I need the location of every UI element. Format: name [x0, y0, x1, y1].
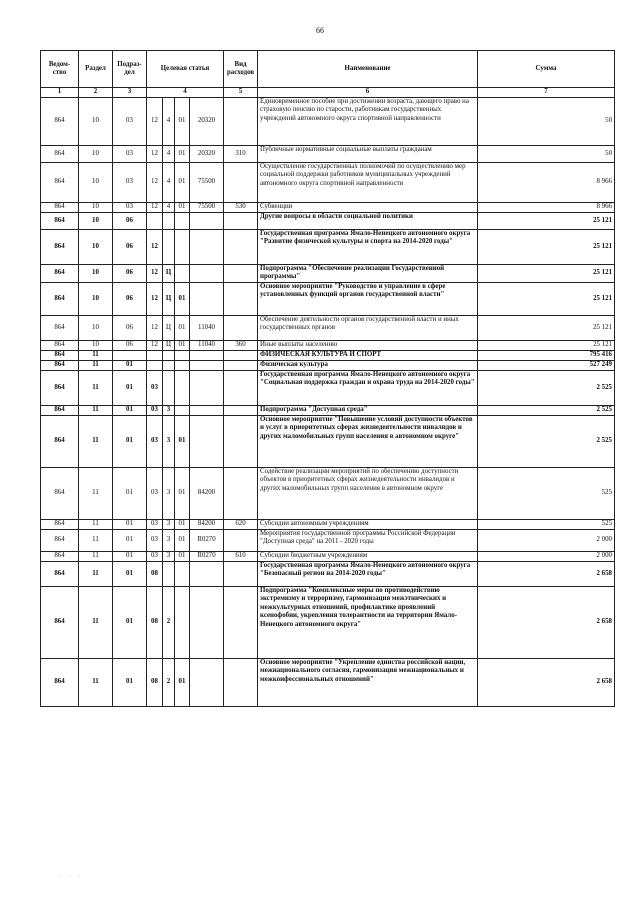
- cell-sum: 25 121: [478, 230, 615, 265]
- cell-name: Государственная программа Ямало-Ненецкого автономного округа "Социальная поддержка граждан и охрана труда на 2014-2020 годы": [258, 370, 478, 405]
- cell-sum: 25 121: [478, 213, 615, 230]
- cell-target-activity: 01: [175, 163, 190, 203]
- cell-name: Основное мероприятие "Укрепление единства российской нации, межнационального согласия, гармонизация межнациональных и межконфессиональных отношений": [258, 658, 478, 706]
- cell-target-direction: 75500: [190, 203, 224, 213]
- cell-target-direction: [190, 282, 224, 315]
- cell-expense-type: [224, 370, 258, 405]
- cell-sum: 525: [478, 519, 615, 529]
- table-row: [41, 282, 615, 315]
- table-row: [41, 163, 615, 203]
- cell-target-direction: [190, 350, 224, 360]
- cell-target-program: 08: [147, 658, 163, 706]
- cell-target-subprogram: Ц: [163, 265, 175, 283]
- cell-target-program: 12: [147, 340, 163, 350]
- cell-expense-type: [224, 265, 258, 283]
- cell-target-subprogram: 4: [163, 146, 175, 163]
- table-row: [41, 340, 615, 350]
- cell-target-activity: [175, 405, 190, 415]
- cell-name: Мероприятия государственной программы Российской Федерации "Доступная среда" на 2011 - 2020 годы: [258, 529, 478, 551]
- cell-podrazdel: 03: [113, 203, 147, 213]
- table-row: [41, 405, 615, 415]
- cell-name: Осуществление государственных полномочий по осуществлению мер социальной поддержки работников муниципальных учреждений автономного округа спортивной направленности: [258, 163, 478, 203]
- footer-marks: . . .: [60, 872, 83, 878]
- cell-target-program: 12: [147, 315, 163, 340]
- cell-sum: 2 525: [478, 405, 615, 415]
- cell-sum: 795 416: [478, 350, 615, 360]
- column-number: 1: [41, 88, 79, 98]
- table-row: [41, 415, 615, 467]
- cell-target-program: 08: [147, 561, 163, 586]
- cell-vedom: 864: [41, 282, 79, 315]
- cell-razdel: 10: [79, 146, 113, 163]
- cell-target-direction: 20320: [190, 146, 224, 163]
- cell-target-direction: R0270: [190, 551, 224, 561]
- cell-expense-type: [224, 658, 258, 706]
- cell-razdel: 11: [79, 405, 113, 415]
- cell-target-activity: 01: [175, 98, 190, 146]
- cell-razdel: 11: [79, 519, 113, 529]
- cell-expense-type: [224, 163, 258, 203]
- cell-target-direction: 11040: [190, 340, 224, 350]
- cell-razdel: 11: [79, 370, 113, 405]
- cell-target-program: [147, 360, 163, 370]
- cell-razdel: 10: [79, 98, 113, 146]
- cell-sum: 2 658: [478, 586, 615, 658]
- cell-target-subprogram: 4: [163, 98, 175, 146]
- cell-vedom: 864: [41, 467, 79, 519]
- cell-target-subprogram: Ц: [163, 340, 175, 350]
- table-row: [41, 551, 615, 561]
- cell-razdel: 11: [79, 586, 113, 658]
- cell-target-direction: [190, 370, 224, 405]
- cell-razdel: 11: [79, 360, 113, 370]
- cell-vedom: 864: [41, 586, 79, 658]
- cell-sum: 2 658: [478, 561, 615, 586]
- table-row: [41, 98, 615, 146]
- cell-name: Подпрограмма "Доступная среда": [258, 405, 478, 415]
- cell-target-activity: [175, 586, 190, 658]
- cell-razdel: 10: [79, 340, 113, 350]
- cell-vedom: 864: [41, 340, 79, 350]
- cell-name: Подпрограмма "Комплексные меры по противодействию экстремизму и терроризму, гармонизация межэтнических и межкультурных отношений, профилактике проявлений ксенофобии, укрепления толерантности на территории Ямало-Ненецкого автономного округа": [258, 586, 478, 658]
- cell-target-subprogram: 2: [163, 658, 175, 706]
- cell-vedom: 864: [41, 370, 79, 405]
- cell-expense-type: [224, 529, 258, 551]
- header-celevaya: Целевая статья: [147, 51, 224, 88]
- cell-podrazdel: 01: [113, 360, 147, 370]
- cell-name: Субвенции: [258, 203, 478, 213]
- cell-target-direction: 84200: [190, 519, 224, 529]
- cell-vedom: 864: [41, 561, 79, 586]
- table-row: [41, 213, 615, 230]
- column-number: 5: [224, 88, 258, 98]
- cell-vedom: 864: [41, 203, 79, 213]
- cell-podrazdel: 06: [113, 213, 147, 230]
- cell-target-activity: 01: [175, 282, 190, 315]
- cell-target-activity: [175, 561, 190, 586]
- cell-target-direction: 11040: [190, 315, 224, 340]
- cell-name: Обеспечение деятельности органов государственной власти и иных государственных органов: [258, 315, 478, 340]
- cell-vedom: 864: [41, 415, 79, 467]
- cell-target-direction: [190, 360, 224, 370]
- cell-target-subprogram: 3: [163, 529, 175, 551]
- cell-razdel: 11: [79, 551, 113, 561]
- cell-expense-type: 610: [224, 551, 258, 561]
- cell-target-direction: [190, 561, 224, 586]
- cell-name: Основное мероприятие "Руководство и управление в сфере установленных функций органов государственной власти": [258, 282, 478, 315]
- cell-podrazdel: 01: [113, 467, 147, 519]
- cell-vedom: 864: [41, 163, 79, 203]
- cell-sum: 25 121: [478, 282, 615, 315]
- cell-target-activity: 01: [175, 529, 190, 551]
- cell-expense-type: 310: [224, 146, 258, 163]
- cell-sum: 527 249: [478, 360, 615, 370]
- column-number: 2: [79, 88, 113, 98]
- cell-target-program: 03: [147, 370, 163, 405]
- cell-vedom: 864: [41, 519, 79, 529]
- cell-expense-type: 620: [224, 519, 258, 529]
- cell-target-direction: [190, 658, 224, 706]
- cell-razdel: 10: [79, 265, 113, 283]
- cell-expense-type: [224, 561, 258, 586]
- cell-razdel: 10: [79, 230, 113, 265]
- table-row: [41, 230, 615, 265]
- cell-razdel: 11: [79, 350, 113, 360]
- cell-vedom: 864: [41, 315, 79, 340]
- cell-podrazdel: 01: [113, 370, 147, 405]
- cell-target-program: [147, 213, 163, 230]
- cell-target-program: 03: [147, 551, 163, 561]
- cell-podrazdel: 01: [113, 551, 147, 561]
- header-podrazdel: Подраз-дел: [113, 51, 147, 88]
- cell-target-subprogram: [163, 213, 175, 230]
- cell-name: Другие вопросы в области социальной политики: [258, 213, 478, 230]
- cell-expense-type: 360: [224, 340, 258, 350]
- cell-target-program: 03: [147, 519, 163, 529]
- header-razdel: Раздел: [79, 51, 113, 88]
- cell-sum: 2 658: [478, 658, 615, 706]
- cell-target-activity: 01: [175, 467, 190, 519]
- cell-target-activity: [175, 230, 190, 265]
- cell-expense-type: [224, 315, 258, 340]
- cell-vedom: 864: [41, 405, 79, 415]
- budget-table: [40, 50, 615, 707]
- cell-sum: 2 525: [478, 415, 615, 467]
- table-row: [41, 203, 615, 213]
- cell-target-activity: 01: [175, 340, 190, 350]
- cell-target-direction: 84200: [190, 467, 224, 519]
- cell-razdel: 10: [79, 163, 113, 203]
- table-row: [41, 350, 615, 360]
- page-number: 66: [316, 26, 324, 35]
- cell-target-subprogram: [163, 370, 175, 405]
- cell-expense-type: [224, 467, 258, 519]
- cell-target-program: 12: [147, 146, 163, 163]
- cell-expense-type: [224, 586, 258, 658]
- cell-target-direction: [190, 586, 224, 658]
- table-row: [41, 561, 615, 586]
- cell-target-subprogram: Ц: [163, 315, 175, 340]
- cell-target-subprogram: 3: [163, 467, 175, 519]
- cell-target-program: 12: [147, 163, 163, 203]
- cell-expense-type: [224, 405, 258, 415]
- cell-sum: 50: [478, 146, 615, 163]
- cell-podrazdel: 01: [113, 529, 147, 551]
- cell-expense-type: [224, 360, 258, 370]
- column-number-row: [41, 88, 615, 98]
- cell-razdel: 11: [79, 561, 113, 586]
- cell-razdel: 11: [79, 658, 113, 706]
- cell-name: Иные выплаты населению: [258, 340, 478, 350]
- cell-expense-type: [224, 282, 258, 315]
- cell-target-direction: 75500: [190, 163, 224, 203]
- cell-razdel: 11: [79, 467, 113, 519]
- cell-razdel: 10: [79, 315, 113, 340]
- cell-target-program: [147, 350, 163, 360]
- cell-name: Субсидии автономным учреждениям: [258, 519, 478, 529]
- column-number: 3: [113, 88, 147, 98]
- cell-target-direction: [190, 415, 224, 467]
- cell-sum: 2 000: [478, 551, 615, 561]
- cell-target-program: 12: [147, 98, 163, 146]
- cell-expense-type: [224, 415, 258, 467]
- cell-target-direction: [190, 265, 224, 283]
- cell-sum: 8 966: [478, 163, 615, 203]
- cell-name: Содействие реализации мероприятий по обеспечению доступности объектов в приоритетных сферах жизнедеятельности инвалидов и других маломобильных групп населения в автономном округе: [258, 467, 478, 519]
- cell-target-direction: [190, 405, 224, 415]
- cell-target-direction: [190, 213, 224, 230]
- cell-target-direction: 20320: [190, 98, 224, 146]
- header-name: Наименование: [258, 51, 478, 88]
- header-vedom: Ведом-ство: [41, 51, 79, 88]
- cell-podrazdel: [113, 350, 147, 360]
- cell-razdel: 10: [79, 213, 113, 230]
- table-row: [41, 658, 615, 706]
- table-row: [41, 586, 615, 658]
- cell-sum: 8 966: [478, 203, 615, 213]
- cell-target-subprogram: 3: [163, 551, 175, 561]
- cell-podrazdel: 01: [113, 519, 147, 529]
- cell-target-subprogram: 4: [163, 203, 175, 213]
- cell-target-activity: 01: [175, 415, 190, 467]
- table-row: [41, 519, 615, 529]
- cell-target-program: 08: [147, 586, 163, 658]
- cell-target-subprogram: Ц: [163, 282, 175, 315]
- column-number: 7: [478, 88, 615, 98]
- column-number: 4: [147, 88, 224, 98]
- header-sum: Сумма: [478, 51, 615, 88]
- table-row: [41, 265, 615, 283]
- header-vid: Вид расходов: [224, 51, 258, 88]
- cell-podrazdel: 03: [113, 163, 147, 203]
- cell-target-activity: 01: [175, 146, 190, 163]
- cell-sum: 25 121: [478, 340, 615, 350]
- cell-name: Подпрограмма "Обеспечение реализации Государственной программы": [258, 265, 478, 283]
- cell-podrazdel: 03: [113, 98, 147, 146]
- cell-razdel: 11: [79, 529, 113, 551]
- cell-sum: 25 121: [478, 315, 615, 340]
- cell-target-subprogram: 4: [163, 163, 175, 203]
- cell-target-subprogram: 2: [163, 586, 175, 658]
- cell-sum: 2 525: [478, 370, 615, 405]
- cell-target-activity: 01: [175, 203, 190, 213]
- cell-podrazdel: 01: [113, 586, 147, 658]
- cell-podrazdel: 06: [113, 282, 147, 315]
- cell-podrazdel: 01: [113, 658, 147, 706]
- table-row: [41, 360, 615, 370]
- cell-target-program: 03: [147, 405, 163, 415]
- cell-target-program: 12: [147, 265, 163, 283]
- cell-target-subprogram: 3: [163, 405, 175, 415]
- cell-vedom: 864: [41, 265, 79, 283]
- cell-vedom: 864: [41, 98, 79, 146]
- cell-target-program: 12: [147, 282, 163, 315]
- cell-name: Государственная программа Ямало-Ненецкого автономного округа "Безопасный регион на 2014-2020 годы": [258, 561, 478, 586]
- cell-target-activity: [175, 360, 190, 370]
- cell-razdel: 10: [79, 203, 113, 213]
- cell-sum: 50: [478, 98, 615, 146]
- cell-target-activity: [175, 213, 190, 230]
- cell-name: ФИЗИЧЕСКАЯ КУЛЬТУРА И СПОРТ: [258, 350, 478, 360]
- table-row: [41, 467, 615, 519]
- table-row: [41, 529, 615, 551]
- cell-target-activity: 01: [175, 551, 190, 561]
- cell-vedom: 864: [41, 360, 79, 370]
- cell-target-program: 03: [147, 415, 163, 467]
- cell-expense-type: [224, 213, 258, 230]
- cell-target-subprogram: [163, 350, 175, 360]
- cell-target-subprogram: [163, 230, 175, 265]
- cell-name: Физическая культура: [258, 360, 478, 370]
- cell-target-program: 03: [147, 467, 163, 519]
- cell-expense-type: [224, 350, 258, 360]
- cell-razdel: 11: [79, 415, 113, 467]
- cell-podrazdel: 06: [113, 265, 147, 283]
- cell-target-program: 03: [147, 529, 163, 551]
- cell-vedom: 864: [41, 551, 79, 561]
- cell-podrazdel: 06: [113, 230, 147, 265]
- cell-target-activity: 01: [175, 519, 190, 529]
- header-row: [41, 51, 615, 88]
- cell-target-program: 12: [147, 203, 163, 213]
- cell-name: Субсидии бюджетным учреждениям: [258, 551, 478, 561]
- cell-razdel: 10: [79, 282, 113, 315]
- cell-podrazdel: 01: [113, 561, 147, 586]
- cell-sum: 525: [478, 467, 615, 519]
- cell-target-direction: [190, 230, 224, 265]
- cell-expense-type: 530: [224, 203, 258, 213]
- cell-sum: 25 121: [478, 265, 615, 283]
- cell-target-activity: 01: [175, 315, 190, 340]
- cell-vedom: 864: [41, 213, 79, 230]
- cell-podrazdel: 01: [113, 415, 147, 467]
- cell-target-subprogram: [163, 360, 175, 370]
- cell-target-program: 12: [147, 230, 163, 265]
- cell-vedom: 864: [41, 146, 79, 163]
- cell-podrazdel: 01: [113, 405, 147, 415]
- cell-name: Публичные нормативные социальные выплаты гражданам: [258, 146, 478, 163]
- cell-vedom: 864: [41, 658, 79, 706]
- cell-target-activity: [175, 350, 190, 360]
- cell-target-activity: [175, 370, 190, 405]
- cell-podrazdel: 06: [113, 315, 147, 340]
- cell-podrazdel: 06: [113, 340, 147, 350]
- cell-vedom: 864: [41, 529, 79, 551]
- cell-name: Единовременное пособие при достижении возраста, дающего право на страховую пенсию по старости, работникам государственных учреждений автономного округа спортивной направленности: [258, 98, 478, 146]
- cell-target-subprogram: 3: [163, 519, 175, 529]
- cell-target-direction: R0270: [190, 529, 224, 551]
- cell-target-activity: 01: [175, 658, 190, 706]
- cell-name: Основное мероприятие "Повышение условий доступности объектов и услуг в приоритетных сферах жизнедеятельности инвалидов и других маломобильных групп населения в автономном округе": [258, 415, 478, 467]
- column-number: 6: [258, 88, 478, 98]
- cell-expense-type: [224, 230, 258, 265]
- cell-expense-type: [224, 98, 258, 146]
- table-row: [41, 370, 615, 405]
- cell-vedom: 864: [41, 350, 79, 360]
- cell-sum: 2 000: [478, 529, 615, 551]
- cell-vedom: 864: [41, 230, 79, 265]
- cell-target-activity: [175, 265, 190, 283]
- table-row: [41, 315, 615, 340]
- table-row: [41, 146, 615, 163]
- cell-target-subprogram: 3: [163, 415, 175, 467]
- cell-target-subprogram: [163, 561, 175, 586]
- cell-name: Государственная программа Ямало-Ненецкого автономного округа "Развитие физической культуры и спорта на 2014-2020 годы": [258, 230, 478, 265]
- cell-podrazdel: 03: [113, 146, 147, 163]
